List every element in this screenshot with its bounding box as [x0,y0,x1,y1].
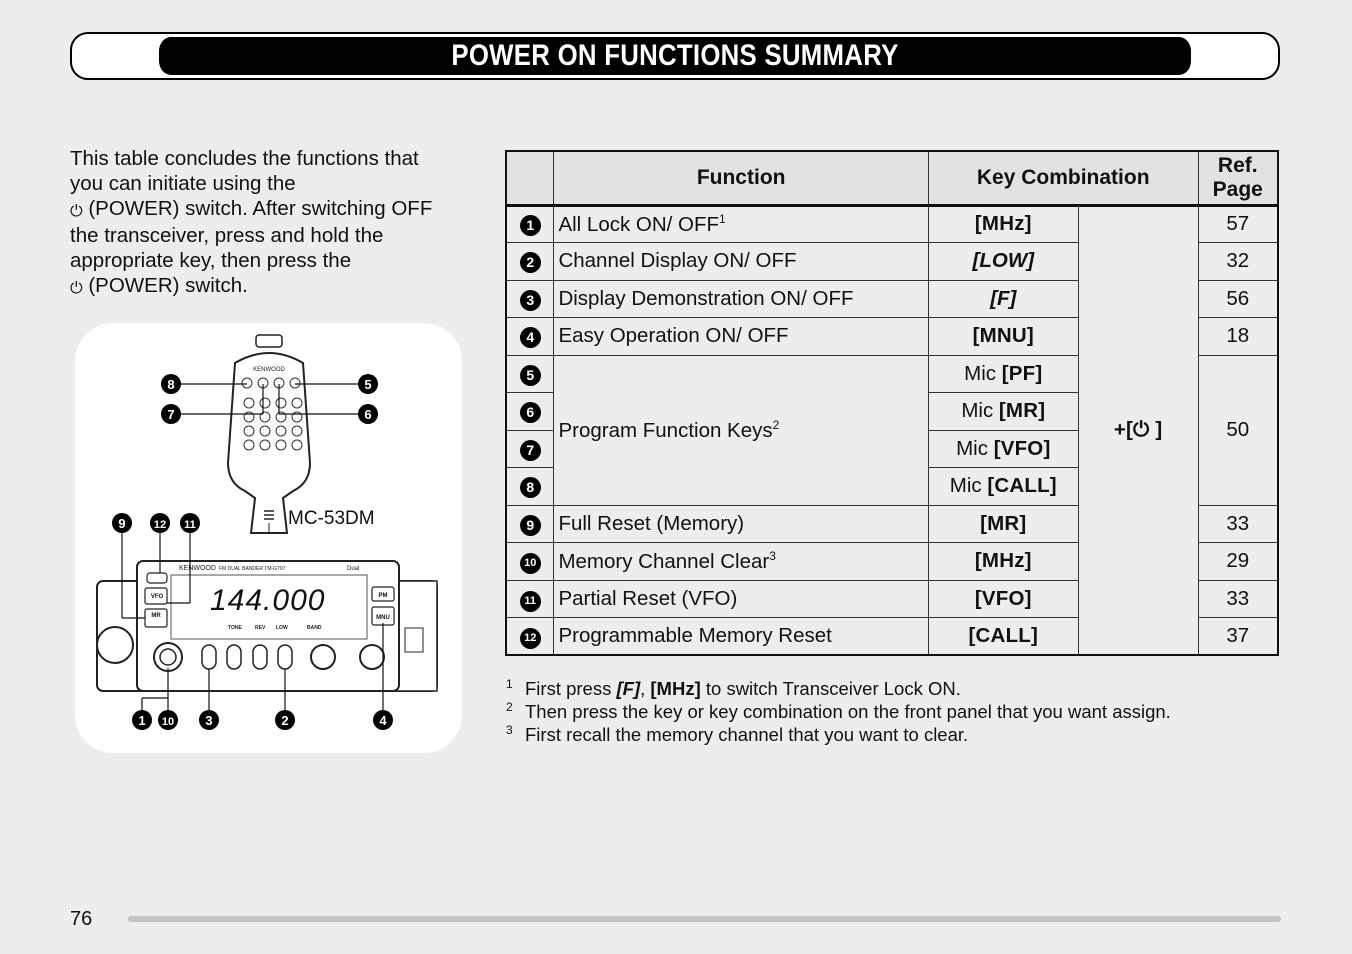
footnote-separator: , [640,678,651,699]
svg-text:4: 4 [379,713,387,728]
ref-page: 18 [1198,318,1278,356]
intro-text-2: (POWER) switch. After switching OFF the transceiver, press and hold the appropriate key, then press the [70,197,433,272]
key-label: [MHz] [974,549,1032,573]
key-label: [MHz] [974,212,1032,236]
header-num [506,151,554,205]
svg-text:2: 2 [281,713,289,728]
footer-rule [128,916,1281,922]
row-number-badge: 6 [520,402,541,423]
intro-text-1: This table concludes the functions that you can initiate using the [70,147,419,195]
ref-page: 57 [1198,205,1278,243]
row-number-badge: 1 [520,215,541,236]
footnote-text: to switch Transceiver Lock ON. [700,678,961,699]
intro-paragraph [70,146,450,300]
footnote-text: First press [525,678,617,699]
ref-page: 37 [1198,618,1278,656]
svg-text:LOW: LOW [276,625,288,631]
microphone-drawing [179,335,375,533]
function-name: Programmable Memory Reset [554,618,928,656]
table-header-row [506,151,1278,205]
function-name: Channel Display ON/ OFF [554,243,928,281]
svg-text:1: 1 [138,713,146,728]
row-number-badge: 12 [520,628,541,649]
function-name: Easy Operation ON/ OFF [554,318,928,356]
row-number-badge: 8 [520,477,541,498]
function-name: All Lock ON/ OFF [558,212,720,236]
key-label: [CALL] [987,474,1057,498]
header-key-combination: Key Combination [928,151,1198,205]
ref-page: 33 [1198,580,1278,618]
footnote-ref: 2 [772,417,780,432]
svg-text:BAND: BAND [307,625,322,631]
footnote-marker: 1 [506,677,513,691]
svg-text:TONE: TONE [228,625,242,631]
ref-page: 33 [1198,505,1278,543]
key-label: [LOW] [972,249,1035,273]
header-ref-page: Ref. Page [1198,151,1278,205]
svg-text:8: 8 [167,377,175,392]
footnote-marker: 3 [506,723,513,737]
key-label: [MR] [998,399,1046,423]
footnote-ref: 3 [769,548,776,563]
svg-text:REV: REV [255,625,266,631]
key-label: [PF] [1001,361,1043,385]
intro-text-3: (POWER) switch. [82,274,248,297]
power-icon: ⏻ [70,203,83,220]
footnote-text: Then press the key or key combination on the front panel that you want assign. [525,701,1171,722]
footnote-key: [MHz] [650,678,701,699]
row-number-badge: 7 [520,440,541,461]
function-name: Program Function Keys [558,418,773,442]
function-name: Memory Channel Clear [558,549,770,573]
svg-text:12: 12 [153,519,167,531]
illustration-svg [75,323,462,753]
svg-text:MR: MR [151,613,161,619]
ref-page: 50 [1198,355,1278,505]
footnote-3 [505,723,1285,746]
key-label: [VFO] [974,586,1032,610]
footnotes [505,677,1285,746]
footnote-key: [F] [616,678,641,699]
key-label: [VFO] [993,436,1051,460]
function-name: Partial Reset (VFO) [554,580,928,618]
radio-drawing [97,533,437,710]
transceiver-illustration [75,323,462,753]
svg-text:11: 11 [184,519,196,531]
svg-text:9: 9 [118,516,126,531]
row-number-badge: 9 [520,515,541,536]
header-function: Function [554,151,928,205]
svg-text:5: 5 [364,377,372,392]
svg-text:10: 10 [161,716,175,728]
row-number-badge: 10 [520,553,541,574]
radio-model-label: FM DUAL BANDER TM-G707 [219,566,286,572]
footnote-marker: 2 [506,700,513,714]
key-prefix: Mic [956,436,994,460]
function-name: Full Reset (Memory) [554,505,928,543]
ref-page: 56 [1198,280,1278,318]
frequency-display: 144.000 [210,584,326,617]
svg-text:3: 3 [205,713,213,728]
dual-badge: Dual [347,566,360,572]
mic-brand-label: KENWOOD [253,367,285,373]
mic-model-label: MC-53DM [288,508,375,529]
row-number-badge: 3 [520,290,541,311]
function-name: Display Demonstration ON/ OFF [554,280,928,318]
power-combo-label: +[⏻ ] [1113,418,1163,442]
page-number: 76 [70,908,93,930]
table-row [506,205,1278,243]
ref-page: 29 [1198,543,1278,581]
radio-brand-label: KENWOOD [179,565,216,572]
key-label: [CALL] [968,624,1039,647]
svg-text:7: 7 [167,407,175,422]
ref-page: 32 [1198,243,1278,281]
svg-text:VFO: VFO [150,594,164,600]
power-icon: ⏻ [70,280,83,297]
title-banner [70,32,1280,80]
svg-text:PM: PM [378,593,388,599]
svg-text:6: 6 [364,407,372,422]
footnote-text: First recall the memory channel that you want to clear. [525,724,969,745]
footnote-1 [505,677,1285,700]
page-title: POWER ON FUNCTIONS SUMMARY [159,37,1191,75]
key-label: [MR] [980,511,1027,535]
row-number-badge: 5 [520,365,541,386]
footnote-ref: 1 [719,211,726,226]
key-label: [MNU] [972,324,1034,348]
key-prefix: Mic [964,361,1002,385]
key-prefix: Mic [949,474,988,498]
functions-table [505,150,1279,656]
footnote-2 [505,700,1285,723]
key-prefix: Mic [961,399,999,423]
row-number-badge: 11 [520,591,541,612]
row-number-badge: 4 [520,327,541,348]
key-label: [F] [990,286,1017,310]
row-number-badge: 2 [520,252,541,273]
svg-text:MNU: MNU [376,615,390,621]
